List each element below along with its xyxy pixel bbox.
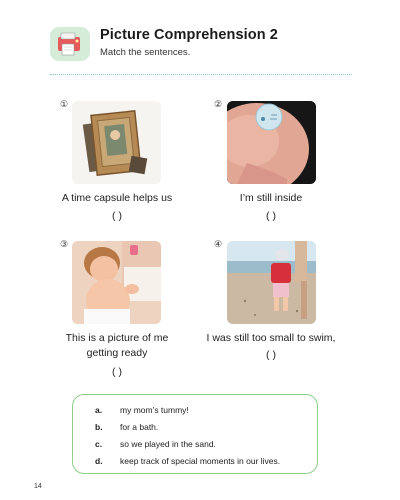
sentence-start: This is a picture of me getting ready xyxy=(65,332,169,359)
dotted-divider xyxy=(50,74,352,75)
answer-option-d[interactable]: d. keep track of special moments in our lives. xyxy=(95,456,281,466)
page-number: 14 xyxy=(34,483,42,490)
worksheet-instructions: Match the sentences. xyxy=(100,47,191,58)
answer-blank[interactable]: ( ) xyxy=(112,366,122,378)
item-number: ③ xyxy=(60,239,69,249)
sentence-start: I was still too small to swim, xyxy=(206,332,336,344)
worksheet-title: Picture Comprehension 2 xyxy=(100,27,278,43)
answer-blank[interactable]: ( ) xyxy=(112,210,122,222)
worksheet-header xyxy=(50,27,350,67)
sentence-start: I’m still inside xyxy=(239,192,303,204)
answer-option-c[interactable]: c. so we played in the sand. xyxy=(95,439,216,449)
time-capsule-photo xyxy=(72,101,161,184)
item-number: ④ xyxy=(214,239,223,249)
child-beach-photo xyxy=(227,241,316,324)
camera-printer-icon xyxy=(50,27,90,61)
item-number: ② xyxy=(214,99,223,109)
answer-blank[interactable]: ( ) xyxy=(266,349,276,361)
answer-option-a[interactable]: a. my mom’s tummy! xyxy=(95,405,189,415)
baby-bath-photo xyxy=(72,241,161,324)
answer-blank[interactable]: ( ) xyxy=(266,210,276,222)
answer-option-b[interactable]: b. for a bath. xyxy=(95,422,159,432)
item-number: ① xyxy=(60,99,69,109)
sentence-start: A time capsule helps us xyxy=(61,192,173,204)
pregnant-belly-photo xyxy=(227,101,316,184)
answer-options-box xyxy=(72,394,318,474)
